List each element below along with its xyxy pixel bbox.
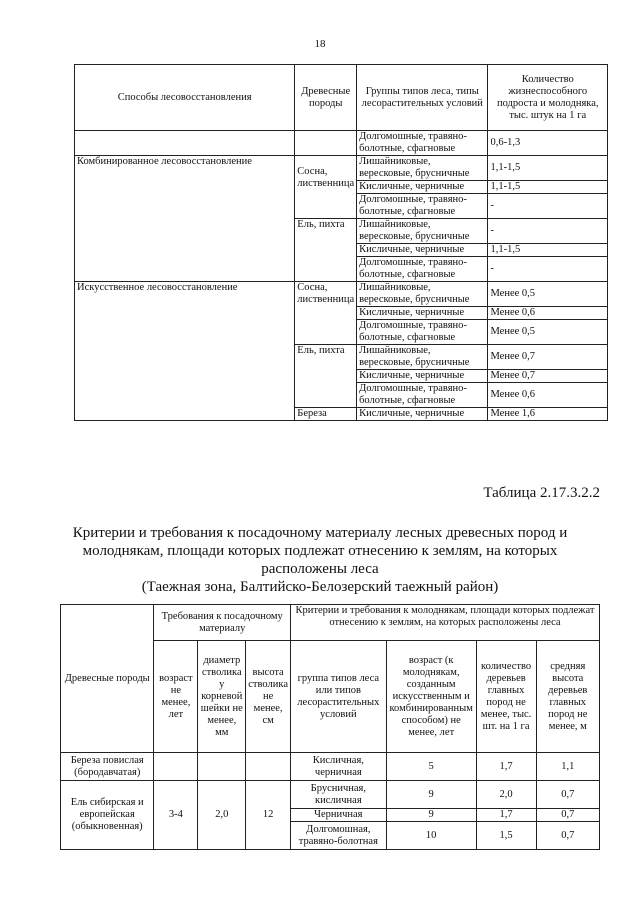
table-header-row <box>61 605 600 641</box>
header-tree-count: количество деревьев главных пород не менее, тыс. шт. на 1 га <box>476 641 536 753</box>
title-line: Критерии и требования к посадочному материалу лесных древесных пород и <box>72 525 568 541</box>
planting-criteria-table <box>60 604 600 850</box>
height-cell <box>246 753 291 781</box>
header-species: Древесные породы <box>61 605 154 753</box>
quantity-cell: - <box>488 194 608 219</box>
header-avg-height: средняя высота деревьев главных пород не менее, м <box>536 641 599 753</box>
forest-type-cell: Кисличные, черничные <box>357 370 488 383</box>
table-label: Таблица 2.17.3.2.2 <box>483 485 600 501</box>
quantity-cell: 1,1-1,5 <box>488 181 608 194</box>
diameter-cell <box>198 753 246 781</box>
forest-type-cell: Долгомошные, травяно-болотные, сфагновые <box>357 257 488 282</box>
quantity-cell: Менее 0,6 <box>488 307 608 320</box>
table-row <box>75 282 608 307</box>
header-quantity: Количество жизнеспособного подроста и молодняка, тыс. штук на 1 га <box>488 65 608 131</box>
table-row <box>61 753 600 781</box>
forest-type-cell: Кисличные, черничные <box>357 181 488 194</box>
table-row <box>61 781 600 809</box>
count-cell: 1,7 <box>476 809 536 822</box>
header-age: возраст не менее, лет <box>154 641 198 753</box>
method-cell <box>75 131 295 156</box>
forest-type-cell: Кисличные, черничные <box>357 244 488 257</box>
quantity-cell: - <box>488 219 608 244</box>
group-cell: Долгомошная, травяно-болотная <box>290 822 386 850</box>
forest-type-cell: Лишайниковые, вересковые, брусничные <box>357 219 488 244</box>
forest-type-cell: Лишайниковые, вересковые, брусничные <box>357 156 488 181</box>
forest-restoration-table <box>74 64 608 421</box>
quantity-cell: - <box>488 257 608 282</box>
avg-height-cell: 0,7 <box>536 822 599 850</box>
header-forest-group: группа типов леса или типов лесорастительных условий <box>290 641 386 753</box>
quantity-cell: Менее 0,5 <box>488 282 608 307</box>
header-species: Древесные породы <box>295 65 357 131</box>
quantity-cell: Менее 0,6 <box>488 383 608 408</box>
header-young-requirements: Критерии и требования к молоднякам, площади которых подлежат отнесению к землям, на которых расположены леса <box>290 605 599 641</box>
group-cell: Кисличная, черничная <box>290 753 386 781</box>
count-cell: 2,0 <box>476 781 536 809</box>
forest-type-cell: Долгомошные, травяно-болотные, сфагновые <box>357 131 488 156</box>
diameter-cell: 2,0 <box>198 781 246 850</box>
table-row <box>75 131 608 156</box>
group-cell: Брусничная, кисличная <box>290 781 386 809</box>
avg-height-cell: 0,7 <box>536 781 599 809</box>
table-row <box>75 156 608 181</box>
species-cell: Ель, пихта <box>295 219 357 282</box>
title-line: молоднякам, площади которых подлежат отнесению к землям, на которых <box>82 543 558 559</box>
species-cell: Ель, пихта <box>295 345 357 408</box>
forest-type-cell: Лишайниковые, вересковые, брусничные <box>357 345 488 370</box>
species-cell: Сосна, лиственница <box>295 282 357 345</box>
young-age-cell: 5 <box>386 753 476 781</box>
forest-type-cell: Кисличные, черничные <box>357 408 488 421</box>
forest-type-cell: Долгомошные, травяно-болотные, сфагновые <box>357 194 488 219</box>
species-cell <box>295 131 357 156</box>
age-cell: 3-4 <box>154 781 198 850</box>
young-age-cell: 9 <box>386 809 476 822</box>
header-planting-requirements: Требования к посадочному материалу <box>154 605 290 641</box>
header-method: Способы лесовосстановления <box>75 65 295 131</box>
forest-type-cell: Лишайниковые, вересковые, брусничные <box>357 282 488 307</box>
forest-type-cell: Долгомошные, травяно-болотные, сфагновые <box>357 320 488 345</box>
species-cell: Береза <box>295 408 357 421</box>
quantity-cell: Менее 0,5 <box>488 320 608 345</box>
height-cell: 12 <box>246 781 291 850</box>
quantity-cell: 1,1-1,5 <box>488 244 608 257</box>
group-cell: Черничная <box>290 809 386 822</box>
forest-type-cell: Долгомошные, травяно-болотные, сфагновые <box>357 383 488 408</box>
page-number: 18 <box>314 38 326 50</box>
young-age-cell: 9 <box>386 781 476 809</box>
count-cell: 1,7 <box>476 753 536 781</box>
quantity-cell: 1,1-1,5 <box>488 156 608 181</box>
header-height: высота стволика не менее, см <box>246 641 291 753</box>
quantity-cell: Менее 0,7 <box>488 370 608 383</box>
young-age-cell: 10 <box>386 822 476 850</box>
quantity-cell: Менее 0,7 <box>488 345 608 370</box>
avg-height-cell: 1,1 <box>536 753 599 781</box>
avg-height-cell: 0,7 <box>536 809 599 822</box>
quantity-cell: 0,6-1,3 <box>488 131 608 156</box>
header-young-age: возраст (к молоднякам, созданным искусственным и комбинированным способом) не менее, лет <box>386 641 476 753</box>
method-cell: Комбинированное лесовосстановление <box>75 156 295 282</box>
age-cell <box>154 753 198 781</box>
header-diameter: диаметр стволика у корневой шейки не менее, мм <box>198 641 246 753</box>
species-cell: Береза повислая (бородавчатая) <box>61 753 154 781</box>
method-cell: Искусственное лесовосстановление <box>75 282 295 421</box>
header-forest-types: Группы типов леса, типы лесорастительных условий <box>357 65 488 131</box>
quantity-cell: Менее 1,6 <box>488 408 608 421</box>
species-cell: Ель сибирская и европейская (обыкновенная) <box>61 781 154 850</box>
title-line: (Таежная зона, Балтийско-Белозерский таежный район) <box>141 579 499 595</box>
forest-type-cell: Кисличные, черничные <box>357 307 488 320</box>
table-title <box>40 524 600 596</box>
count-cell: 1,5 <box>476 822 536 850</box>
species-cell: Сосна, лиственница <box>295 156 357 219</box>
table-header-row <box>75 65 608 131</box>
title-line: расположены леса <box>261 561 379 577</box>
